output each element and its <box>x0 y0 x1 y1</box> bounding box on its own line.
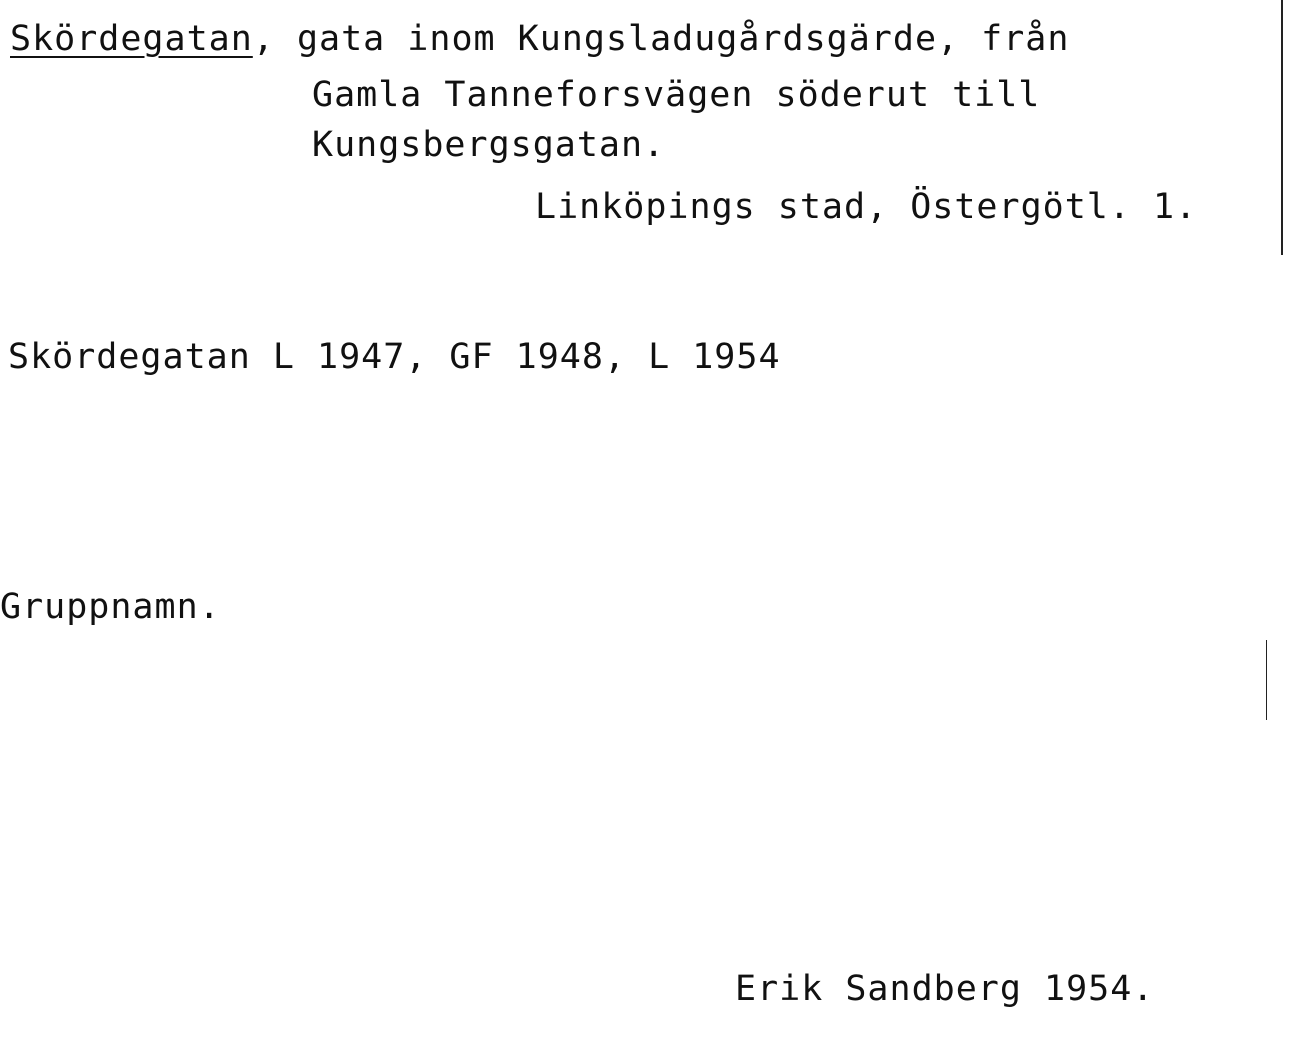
entry-first-line <box>10 19 1070 59</box>
definition-line-1: , gata inom Kungsladugårdsgärde, från <box>252 19 1070 59</box>
definition-line-3: Kungsbergsgatan. <box>312 125 666 165</box>
card-edge-top <box>1281 0 1283 255</box>
definition-line-2: Gamla Tanneforsvägen söderut till <box>312 75 1041 115</box>
signature: Erik Sandberg 1954. <box>735 969 1155 1009</box>
card-edge-mark <box>1266 640 1267 720</box>
category-label: Gruppnamn. <box>0 587 221 627</box>
headword: Skördegatan <box>10 19 253 59</box>
location-line: Linköpings stad, Östergötl. 1. <box>535 187 1198 227</box>
sources-line: Skördegatan L 1947, GF 1948, L 1954 <box>8 337 781 377</box>
